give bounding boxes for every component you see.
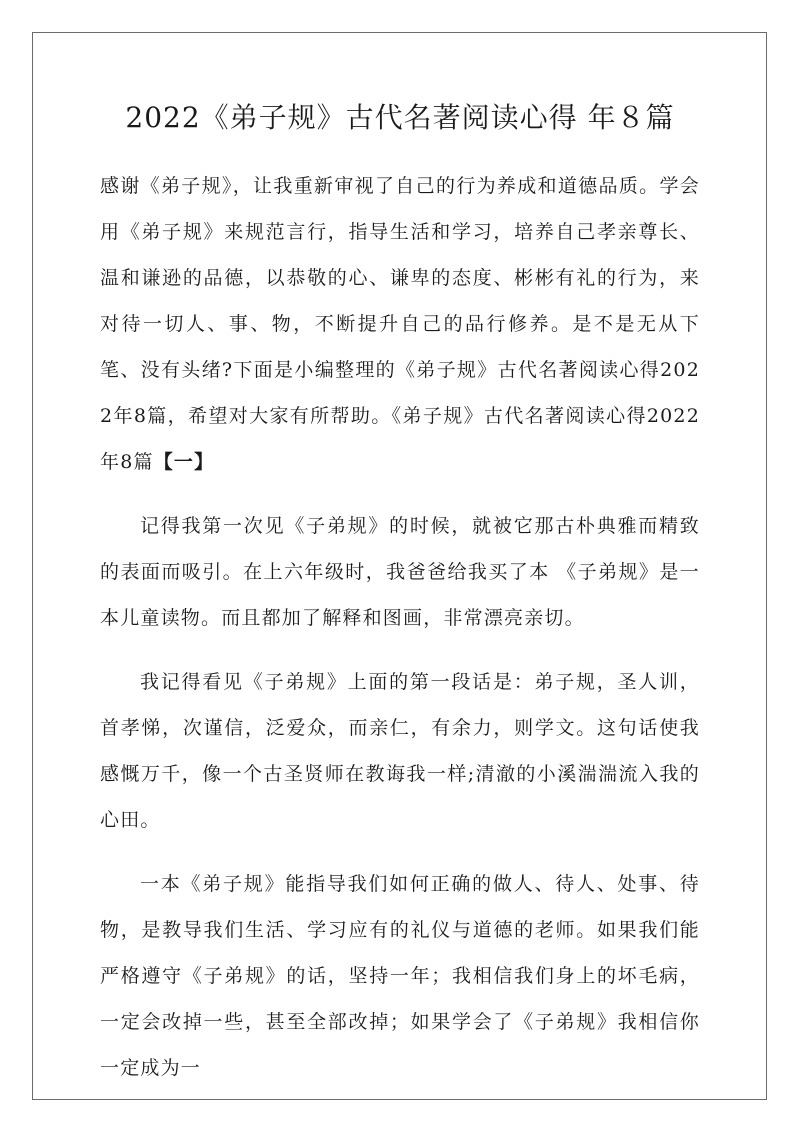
document-body — [100, 163, 700, 1091]
paragraph-first-passage: 我记得看见《子弟规》上面的第一段话是：弟子规，圣人训，首孝悌，次谨信，泛爱众，而亲仁，有余力，则学文。这句话使我感慨万千，像一个古圣贤师在教诲我一样;清澈的小溪湍湍流入我的心田。 — [100, 671, 700, 831]
paragraph-first-encounter: 记得我第一次见《子弟规》的时候，就被它那古朴典雅而精致的表面而吸引。在上六年级时，我爸爸给我买了本 《子弟规》是一本儿童读物。而且都加了解释和图画，非常漂亮亲切。 — [100, 515, 700, 629]
document-title: 2022《弟子规》古代名著阅读心得 年８篇 — [125, 101, 675, 134]
intro-paragraph — [100, 163, 700, 485]
paragraph-guidance: 一本《弟子规》能指导我们如何正确的做人、待人、处事、待物，是教导我们生活、学习应有的礼仪与道德的老师。如果我们能严格遵守《子弟规》的话，坚持一年；我相信我们身上的坏毛病，一定会改掉一些，甚至全部改掉；如果学会了《子弟规》我相信你一定成为一 — [100, 873, 700, 1079]
intro-text: 感谢《弟子规》，让我重新审视了自己的行为养成和道德品质。学会用《弟子规》来规范言行，指导生活和学习，培养自己孝亲尊长、温和谦逊的品德，以恭敬的心、谦卑的态度、彬彬有礼的行为，来对待一切人、事、物，不断提升自己的品行修养。是不是无从下笔、没有头绪?下面是小编整理的《弟子规》古代名著阅读心得2022年8篇，希望对大家有所帮助。《弟子规》古代名著阅读心得2022年8篇 — [100, 175, 700, 473]
section-marker: 【一】 — [153, 451, 215, 473]
